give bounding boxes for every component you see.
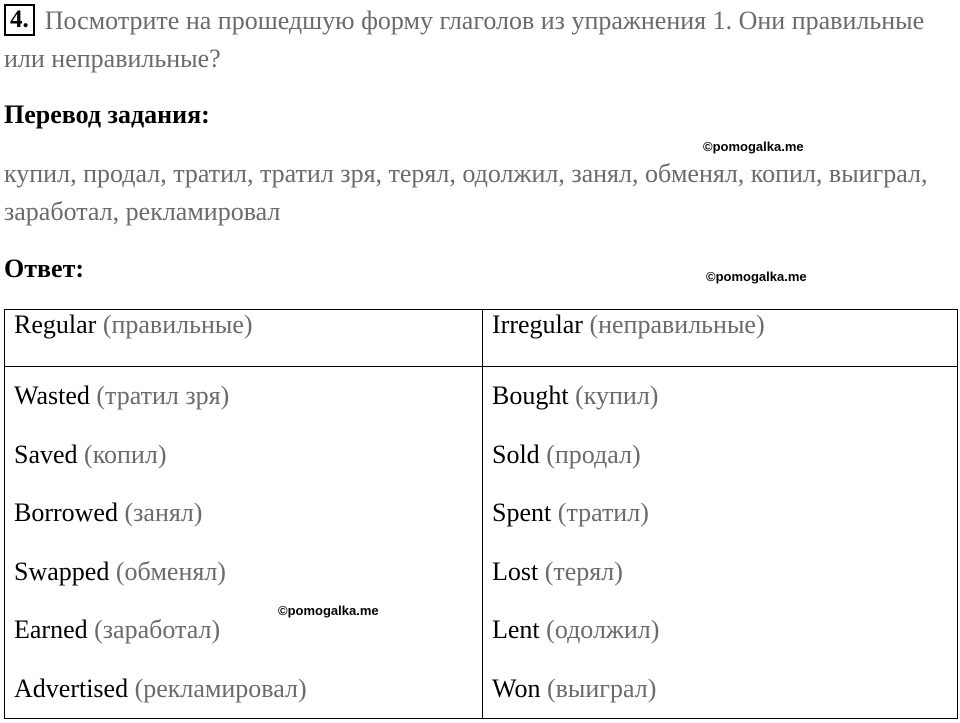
verb: Borrowed xyxy=(14,498,118,527)
header-translation: (правильные) xyxy=(102,310,253,339)
header-translation: (неправильные) xyxy=(589,310,765,339)
header-word: Irregular xyxy=(492,310,583,339)
verb-translation: (заработал) xyxy=(94,615,221,644)
header-word: Regular xyxy=(14,310,97,339)
watermark: ©pomogalka.me xyxy=(706,269,807,284)
verb-translation: (копил) xyxy=(84,439,167,469)
verb-translation: (купил) xyxy=(575,381,659,410)
verb-translation: (продал) xyxy=(546,439,641,469)
list-item xyxy=(14,484,473,543)
regular-list xyxy=(5,367,483,719)
list-item xyxy=(14,426,473,485)
list-item xyxy=(14,543,473,602)
list-item xyxy=(492,426,948,485)
watermark: ©pomogalka.me xyxy=(703,139,804,154)
table-body-row xyxy=(5,367,958,719)
header-irregular xyxy=(483,310,958,367)
list-item xyxy=(492,660,948,719)
verb: Sold xyxy=(492,439,540,469)
list-item xyxy=(14,601,473,660)
verb: Lent xyxy=(492,615,540,644)
verb-translation: (выиграл) xyxy=(546,673,657,703)
verb: Won xyxy=(492,673,541,703)
verb: Earned xyxy=(14,615,88,644)
verb: Lost xyxy=(492,556,539,586)
verb-translation: (тратил зря) xyxy=(96,381,230,410)
verb-translation: (занял) xyxy=(124,498,203,527)
task-text: Посмотрите на прошедшую форму глаголов из упражнения 1. Они правильные или неправильные? xyxy=(4,6,925,73)
verb-translation: (обменял) xyxy=(115,556,226,586)
task-statement xyxy=(4,2,954,78)
table-header-row xyxy=(5,310,958,367)
list-item xyxy=(492,484,948,543)
verb-translation: (одолжил) xyxy=(546,615,660,644)
translation-heading: Перевод задания: xyxy=(4,100,210,129)
verb-translation: (терял) xyxy=(544,556,623,586)
translation-text: купил, продал, тратил, тратил зря, терял, одолжил, занял, обменял, копил, выиграл, заработал, рекламировал xyxy=(4,159,928,226)
verb: Advertised xyxy=(14,673,129,703)
header-regular xyxy=(5,310,483,367)
list-item xyxy=(492,543,948,602)
list-item xyxy=(14,367,473,426)
task-number: 4. xyxy=(4,4,35,36)
verb: Saved xyxy=(14,439,78,469)
watermark: ©pomogalka.me xyxy=(278,603,379,618)
verb: Bought xyxy=(492,381,569,410)
answer-heading: Ответ: xyxy=(4,254,85,283)
list-item xyxy=(492,367,948,426)
verb-translation: (тратил) xyxy=(557,498,649,527)
verb: Wasted xyxy=(14,381,90,410)
list-item xyxy=(492,601,948,660)
verb: Swapped xyxy=(14,556,110,586)
verb: Spent xyxy=(492,498,552,527)
verb-translation: (рекламировал) xyxy=(134,673,307,703)
irregular-list xyxy=(483,367,958,719)
answer-table xyxy=(4,309,958,719)
list-item xyxy=(14,660,473,719)
